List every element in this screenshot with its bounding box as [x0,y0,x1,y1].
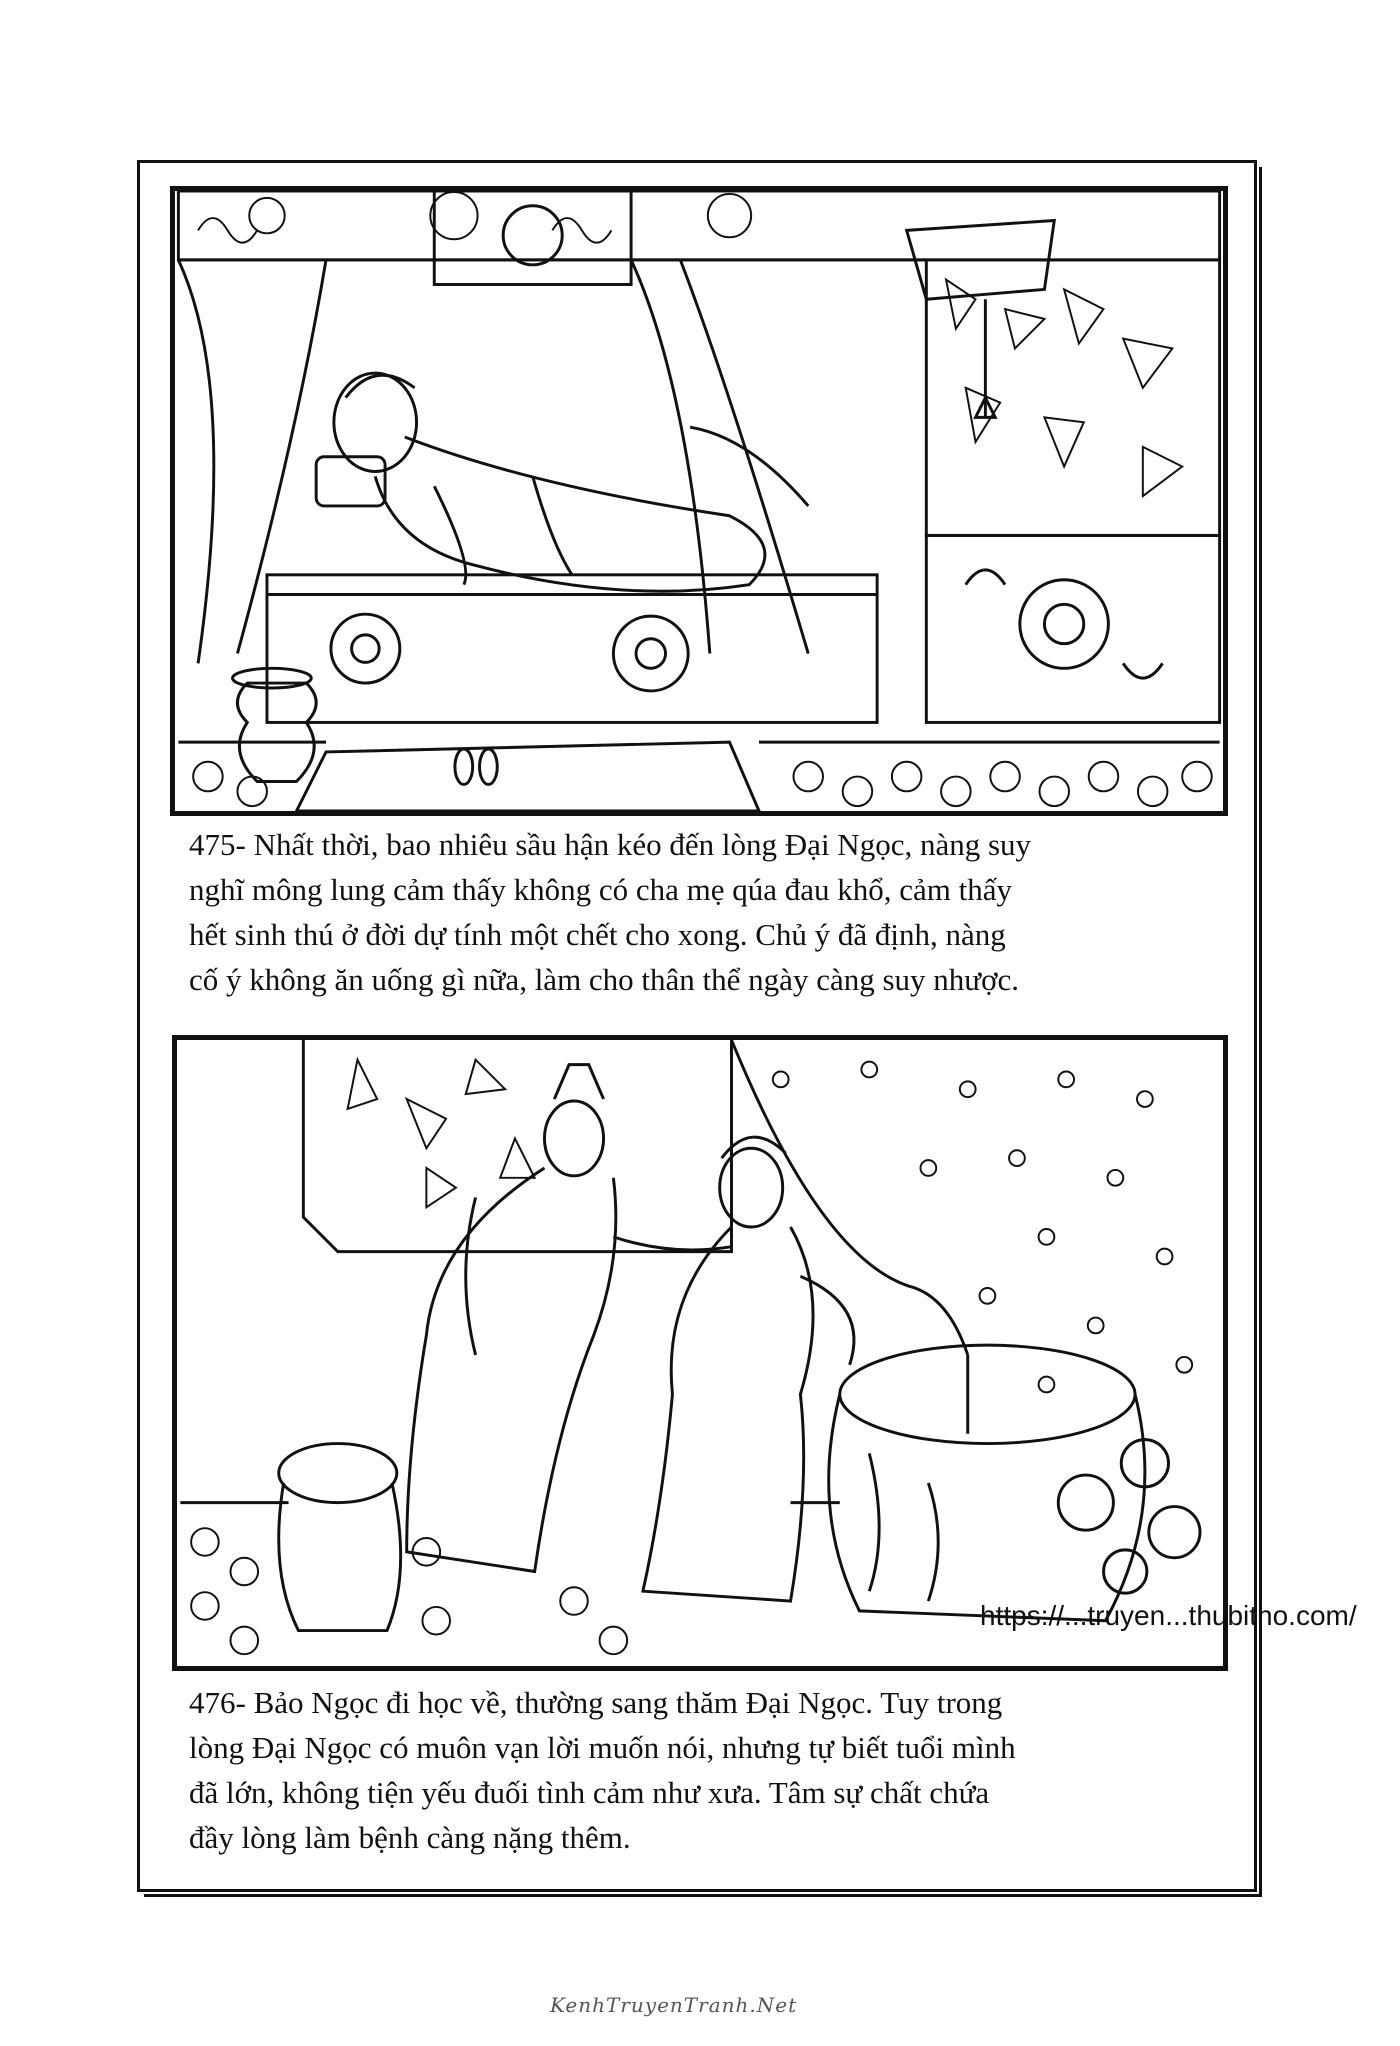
caption-line: đầy lòng làm bệnh càng nặng thêm. [189,1820,631,1855]
caption-line: đã lớn, không tiện yếu đuối tình cảm như xưa. Tâm sự chất chứa [189,1775,990,1810]
caption-line: 476- Bảo Ngọc đi học về, thường sang thăm Đại Ngọc. Tuy trong [189,1685,1003,1720]
caption-line: hết sinh thú ở đời dự tính một chết cho xong. Chủ ý đã định, nàng [189,917,1006,952]
caption-line: nghĩ mông lung cảm thấy không có cha mẹ qúa đau khổ, cảm thấy [189,872,1013,907]
caption-475 [189,822,1204,1002]
illustration-panel-475 [170,186,1228,816]
url-watermark: https://...truyen...thubitho.com/ [980,1600,1357,1631]
caption-line: cố ý không ăn uống gì nữa, làm cho thân thể ngày càng suy nhược. [189,962,1019,997]
illustration-panel-476 [172,1035,1228,1671]
caption-line: lòng Đại Ngọc có muôn vạn lời muốn nói, nhưng tự biết tuổi mình [189,1730,1016,1765]
caption-line: 475- Nhất thời, bao nhiêu sầu hận kéo đến lòng Đại Ngọc, nàng suy [189,827,1032,862]
caption-476 [189,1680,1204,1860]
bedroom-scene-illustration [175,191,1223,811]
visit-scene-illustration [177,1040,1223,1666]
footer-watermark: KenhTruyenTranh.Net [550,1993,798,2017]
